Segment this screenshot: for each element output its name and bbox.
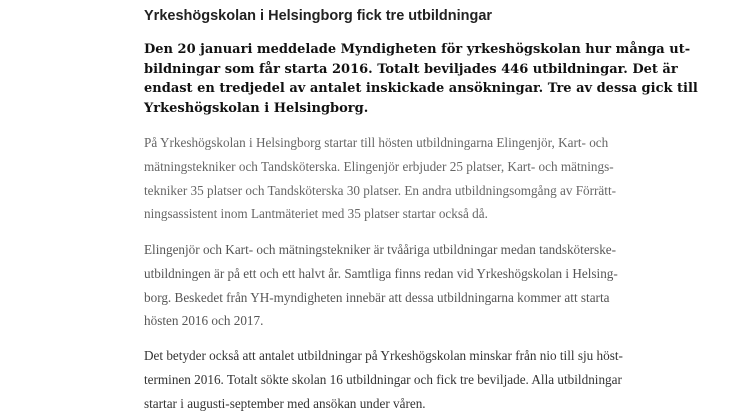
paragraph-line: Elingenjör och Kart- och mätningstekniker är tvååriga utbildningar medan tandsköterske- [144, 242, 617, 257]
paragraph-line: mätningstekniker och Tandsköterska. Elingenjör erbjuder 25 platser, Kart- och mätnings- [144, 158, 614, 174]
article-title: Yrkeshögskolan i Helsingborg fick tre utbildningar [144, 8, 493, 24]
paragraph-line: startar i augusti-september med ansökan under våren. [144, 395, 426, 411]
lead-line: Den 20 januari meddelade Myndigheten för yrkeshögskolan hur många ut- [144, 42, 691, 57]
lead-line: Yrkeshögskolan i Helsingborg. [144, 100, 369, 116]
lead-line: bildningar som får starta 2016. Totalt beviljades 446 utbildningar. Det är [144, 61, 678, 77]
paragraph-line: ningsassistent inom Lantmäteriet med 35 platser startar också då. [144, 206, 488, 222]
paragraph-line: hösten 2016 och 2017. [144, 313, 264, 329]
paragraph-line: utbildningen är på ett och ett halvt år. Samtliga finns redan vid Yrkeshögskolan i Helsing- [144, 265, 618, 281]
paragraph-line: På Yrkeshögskolan i Helsingborg startar till hösten utbildningarna Elingenjör, Kart- och [144, 135, 609, 150]
paragraph-line: tekniker 35 platser och Tandsköterska 30 platser. En andra utbildningsomgång av Förrätt- [144, 182, 617, 198]
body-paragraph-3 [144, 344, 644, 415]
paragraph-line: Det betyder också att antalet utbildningar på Yrkeshögskolan minskar från nio till sju höst- [144, 348, 623, 363]
body-paragraph-2 [144, 238, 644, 333]
lead-line: endast en tredjedel av antalet inskickade ansökningar. Tre av dessa gick till [144, 81, 698, 96]
lead-paragraph [144, 40, 698, 118]
body-paragraph-1 [144, 131, 644, 226]
paragraph-line: terminen 2016. Totalt sökte skolan 16 utbildningar och fick tre beviljade. Alla utbildningar [144, 371, 622, 387]
paragraph-line: borg. Beskedet från YH-myndigheten innebär att dessa utbildningarna kommer att starta [144, 289, 610, 305]
